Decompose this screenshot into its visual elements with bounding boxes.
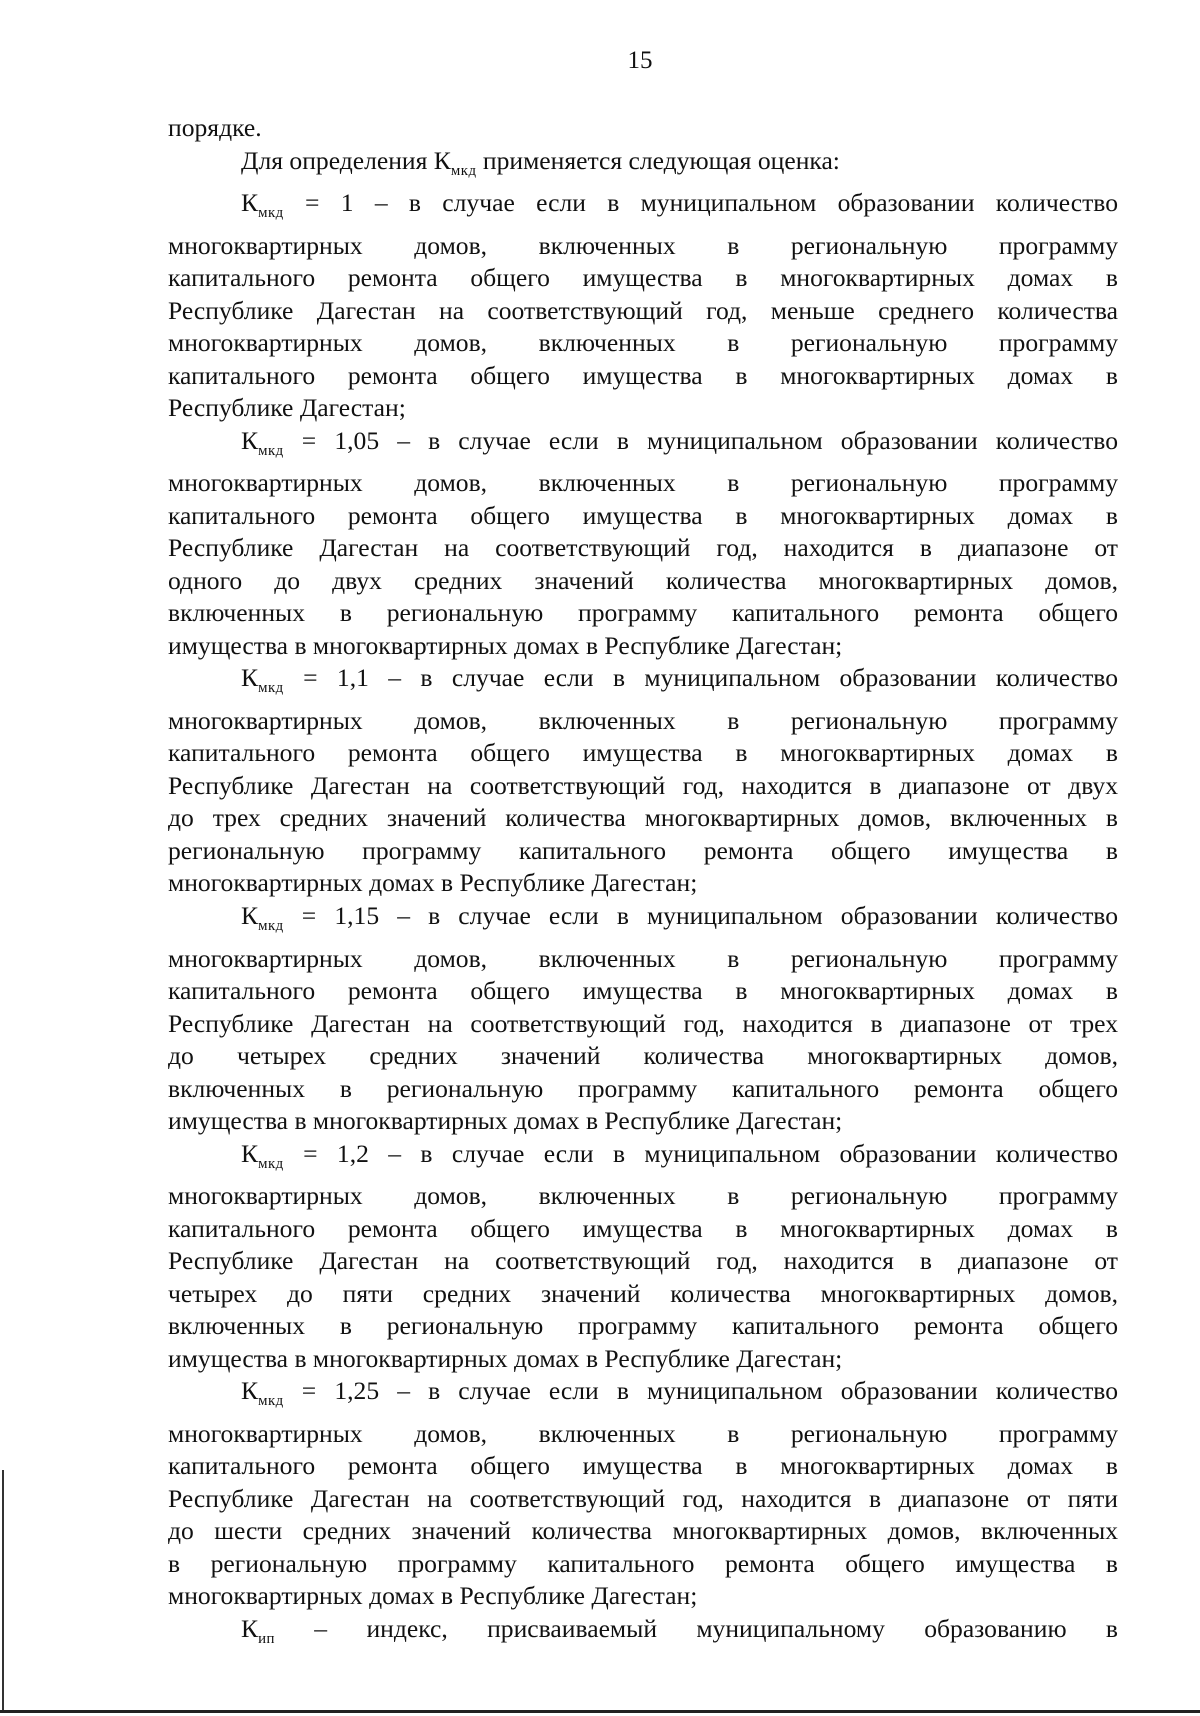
text-line: капитального ремонта общего имущества в многоквартирных домах в [168,1451,1118,1481]
text-line: многоквартирных домов, включенных в региональную программу [168,230,1118,260]
coefficient-subscript: мкд [450,162,477,179]
text-line: четырех до пяти средних значений количества многоквартирных домов, [168,1278,1118,1308]
coefficient-subscript: ип [258,1630,275,1647]
text-line: многоквартирных домов, включенных в региональную программу [168,328,1118,358]
text-line: включенных в региональную программу капитального ремонта общего [168,1311,1118,1341]
text-line: имущества в многоквартирных домах в Республике Дагестан; [168,630,843,660]
text-line: капитального ремонта общего имущества в многоквартирных домах в [168,738,1118,768]
text-line: включенных в региональную программу капитального ремонта общего [168,1073,1118,1103]
text-line: многоквартирных домов, включенных в региональную программу [168,943,1118,973]
coefficient-subscript: мкд [258,1393,284,1410]
text-line: капитального ремонта общего имущества в многоквартирных домах в [168,1213,1118,1243]
text-line: многоквартирных домах в Республике Дагестан; [168,868,698,898]
text-line: $К_{мкд} = 1,1 - в$ случае если в муниципальном образовании количество [241,663,1118,697]
text-line: порядке. [168,113,262,142]
text-line: капитального ремонта общего имущества в многоквартирных домах в [168,263,1118,293]
text-line: до четырех средних значений количества многоквартирных домов, [168,1041,1118,1071]
text-line: Республике Дагестан на соответствующий год, находится в диапазоне от трех [168,1008,1118,1038]
text-line: многоквартирных домов, включенных в региональную программу [168,468,1118,498]
text-line: Республике Дагестан; [168,393,406,423]
text-line: $К_{мкд} = 1,15 - в$ случае если в муниципальном образовании количество [241,900,1118,935]
page-number: 15 [627,47,653,74]
text-line: до трех средних значений количества многоквартирных домов, включенных в [168,803,1118,833]
text-line: $К_{мкд} = 1,25 - в$ случае если в муниципальном образовании количество [241,1376,1118,1410]
text-line: многоквартирных домов, включенных в региональную программу [168,1181,1118,1211]
coefficient-subscript: мкд [258,1155,284,1172]
text-line: Республике Дагестан на соответствующий год, находится в диапазоне от [168,1246,1118,1276]
text-line: Республике Дагестан на соответствующий год, находится в диапазоне от двух [168,770,1118,800]
document-body [168,112,1118,1655]
text-line: капитального ремонта общего имущества в многоквартирных домах в [168,360,1118,390]
text-line: Республике Дагестан на соответствующий год, находится в диапазоне от пяти [168,1483,1118,1513]
text-line: $К_{мкд} = 1 - в$ случае если в муниципальном образовании количество [241,188,1118,222]
text-line: $К_{мкд} = 1,05 - в$ случае если в муниципальном образовании количество [241,425,1118,459]
coefficient-subscript: мкд [258,442,284,459]
scan-edge-left [2,1470,4,1710]
text-line: капитального ремонта общего имущества в многоквартирных домах в [168,500,1118,530]
coefficient-subscript: мкд [258,918,284,935]
text-line: многоквартирных домов, включенных в региональную программу [168,705,1118,735]
coefficient-subscript: мкд [258,205,284,222]
text-line: до шести средних значений количества многоквартирных домов, включенных [168,1516,1118,1546]
text-line: многоквартирных домов, включенных в региональную программу [168,1418,1118,1448]
text-line: многоквартирных домах в Республике Дагестан; [168,1581,698,1611]
text-line: региональную программу капитального ремонта общего имущества в [168,835,1118,865]
text-line: в региональную программу капитального ремонта общего имущества в [168,1548,1118,1578]
coefficient-subscript: мкд [258,680,284,697]
text-line: Республике Дагестан на соответствующий год, меньше среднего количества [168,295,1118,325]
text-line: имущества в многоквартирных домах в Республике Дагестан; [168,1106,843,1136]
text-line: Для определения $К_{мкд}$ применяется следующая оценка: [241,145,840,179]
text-line: Республике Дагестан на соответствующий год, находится в диапазоне от [168,533,1118,563]
text-line: имущества в многоквартирных домах в Республике Дагестан; [168,1343,843,1373]
text-line: одного до двух средних значений количества многоквартирных домов, [168,565,1118,595]
text-line: $К_{мкд} = 1,2 - в$ случае если в муниципальном образовании количество [241,1138,1118,1172]
scan-edge-bottom [0,1710,1200,1713]
text-line: $К_{ип}$ – индекс, присваиваемый муниципальному образованию в [241,1613,1118,1647]
text-line: включенных в региональную программу капитального ремонта общего [168,598,1118,628]
text-line: капитального ремонта общего имущества в многоквартирных домах в [168,976,1118,1006]
